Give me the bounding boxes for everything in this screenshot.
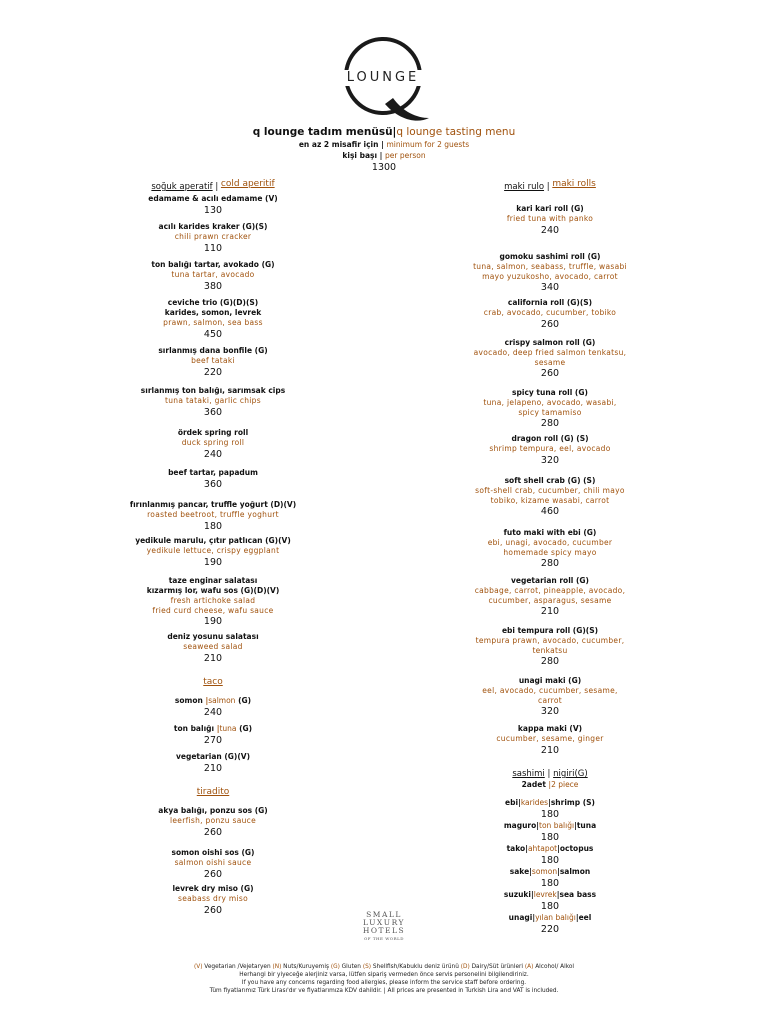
item-price: 260: [203, 826, 223, 838]
taco-heading: taco: [203, 677, 223, 687]
item-name-tr: yılan balığı: [535, 913, 576, 922]
item-description: yedikule lettuce, crispy eggplant: [146, 546, 280, 555]
sashimi-item: [430, 867, 670, 890]
item-name: vegetarian (G)(V): [175, 752, 251, 761]
item-price: 270: [203, 735, 223, 746]
item-name: sırlanmış ton balığı, sarımsak cips: [140, 386, 286, 395]
item-description: prawn, salmon, sea bass: [163, 318, 263, 327]
item-description: cucumber, asparagus, sesame: [488, 595, 612, 605]
item-description: tuna tataki, garlic chips: [165, 396, 261, 405]
cold-aperitif-item: [93, 428, 333, 461]
item-name: kappa maki (V): [517, 724, 583, 733]
item-description: seabass dry miso: [177, 894, 249, 903]
item-description: soft-shell crab, cucumber, chili mayo: [475, 486, 625, 495]
tiradito-heading: tiradito: [196, 787, 230, 797]
item-description: salmon oishi sauce: [174, 858, 252, 867]
item-price: 240: [540, 224, 560, 236]
item-name-en: salmon: [208, 696, 236, 705]
item-name: suzuki|levrek|sea bass: [503, 890, 597, 899]
item-description: crab, avocado, cucumber, tobiko: [483, 308, 617, 317]
item-name-2: kızarmış lor, wafu sos (G)(D)(V): [146, 586, 280, 595]
item-price: 110: [203, 242, 223, 254]
cold-aperitif-item: [93, 260, 333, 293]
item-name-tr: ahtapot: [527, 844, 558, 853]
title-en: q lounge tasting menu: [396, 126, 516, 138]
maki-item: [430, 626, 670, 668]
cold-aperitif-item: [93, 222, 333, 255]
item-name: somon |salmon (G): [174, 696, 252, 705]
maki-heading: maki rulo | maki rolls: [504, 179, 596, 192]
maki-item: [430, 204, 670, 237]
item-price: 180: [540, 901, 560, 912]
item-description: fried tuna with panko: [506, 214, 594, 223]
minimum-guests: en az 2 misafir için | minimum for 2 guests: [298, 140, 470, 149]
item-name: sırlanmış dana bonfile (G): [158, 346, 268, 355]
item-description: chili prawn cracker: [174, 232, 252, 241]
item-name-en: sea bass: [559, 890, 597, 899]
item-description: beef tataki: [191, 356, 235, 365]
item-price: 340: [540, 282, 560, 293]
item-name-tr: somon: [531, 867, 558, 876]
item-price: 460: [540, 506, 560, 517]
logo-text: LOUNGE: [333, 70, 433, 86]
item-name-en: eel: [578, 913, 592, 922]
item-price: 450: [203, 328, 223, 340]
item-description: tuna tartar, avocado: [171, 270, 255, 279]
item-price: 260: [540, 368, 560, 379]
item-price: 240: [203, 448, 223, 460]
item-name: fırınlanmış pancar, truffle yoğurt (D)(V): [129, 500, 297, 509]
item-description: spicy tamamiso: [518, 407, 582, 417]
item-name-en: salmon: [559, 867, 591, 876]
item-price: 360: [203, 479, 223, 490]
cold-aperitif-item: [93, 468, 333, 491]
item-name: soft shell crab (G) (S): [504, 476, 596, 485]
item-price: 360: [203, 406, 223, 418]
cold-aperitif-item: [93, 576, 333, 628]
maki-item: [430, 676, 670, 718]
item-description: homemade spicy mayo: [503, 547, 597, 557]
item-description: seaweed salad: [183, 642, 243, 651]
item-description: fresh artichoke salad: [170, 596, 256, 605]
maki-item: [430, 298, 670, 331]
item-name-en: tuna: [576, 821, 597, 830]
tiradito-item: [93, 884, 333, 917]
item-name: dragon roll (G) (S): [511, 434, 589, 443]
item-price: 240: [203, 707, 223, 718]
item-name: gomoku sashimi roll (G): [499, 252, 601, 261]
item-name: futo maki with ebi (G): [503, 528, 597, 537]
sashimi-item: [430, 890, 670, 913]
q-lounge-logo: [333, 32, 433, 124]
item-name: edamame & acılı edamame (V): [148, 194, 278, 203]
allergy-notice-en: If you have any concerns regarding food allergies, please inform the service staff before ordering.: [241, 980, 527, 986]
maki-item: [430, 388, 670, 430]
cold-aperitif-item: [93, 298, 333, 341]
item-description: ebi, unagi, avocado, cucumber: [487, 538, 613, 547]
item-description: carrot: [538, 695, 562, 705]
item-name: taze enginar salatası: [168, 576, 258, 585]
item-description: tuna, jelapeno, avocado, wasabi,: [483, 398, 617, 407]
item-price: 180: [540, 832, 560, 843]
item-description: tempura prawn, avocado, cucumber,: [475, 636, 625, 645]
item-name-en: tuna: [219, 724, 237, 733]
item-name: tako|ahtapot|octopus: [506, 844, 594, 853]
item-name: sake|somon|salmon: [509, 867, 591, 876]
item-name-tr: karides: [520, 798, 549, 807]
slh-logo: SMALL LUXURY HOTELS OF THE WORLD: [362, 910, 406, 941]
menu-header: [150, 125, 618, 174]
item-description: tenkatsu: [532, 645, 568, 655]
item-price: 220: [203, 366, 223, 378]
sashimi-item: [430, 798, 670, 821]
item-price: 280: [540, 656, 560, 667]
maki-item: [430, 528, 670, 570]
item-name: levrek dry miso (G): [172, 884, 254, 893]
maki-item: [430, 434, 670, 467]
cold-aperitif-item: [93, 536, 333, 569]
item-name: unagi|yılan balığı|eel: [508, 913, 592, 922]
maki-item: [430, 252, 670, 294]
item-name: crispy salmon roll (G): [504, 338, 596, 347]
item-description: mayo yuzukosho, avocado, carrot: [482, 271, 618, 281]
item-name-2: karides, somon, levrek: [164, 308, 262, 317]
item-price: 380: [203, 280, 223, 292]
cold-aperitif-item: [93, 346, 333, 379]
item-price: 320: [540, 454, 560, 466]
cold-aperitif-item: [93, 386, 333, 419]
item-name: beef tartar, papadum: [168, 468, 258, 477]
taco-item: [93, 752, 333, 775]
item-name: ebi tempura roll (G)(S): [501, 626, 599, 635]
item-price: 180: [540, 855, 560, 866]
item-description: tobiko, kizame wasabi, carrot: [490, 495, 610, 505]
tiradito-item: [93, 848, 333, 881]
item-description: sesame: [534, 357, 566, 367]
item-price: 130: [203, 205, 223, 216]
item-price: 210: [540, 744, 560, 756]
item-name: ton balığı tartar, avokado (G): [151, 260, 275, 269]
item-price: 280: [540, 558, 560, 569]
item-description: cucumber, sesame, ginger: [496, 734, 604, 743]
item-name-tr: levrek: [533, 890, 557, 899]
item-name: ton balığı |tuna (G): [173, 724, 253, 733]
cold-aperitif-item: [93, 500, 333, 533]
item-price: 190: [203, 556, 223, 568]
maki-item: [430, 576, 670, 618]
cold-aperitif-heading: soğuk aperatif | cold aperitif: [151, 179, 275, 192]
cold-aperitif-item: [93, 194, 333, 217]
item-name-en: shrimp (S): [550, 798, 595, 807]
item-price: 210: [203, 763, 223, 774]
item-price: 220: [540, 924, 560, 935]
sashimi-item: [430, 913, 670, 936]
item-name: ördek spring roll: [177, 428, 249, 437]
item-name: yedikule marulu, çıtır patlıcan (G)(V): [135, 536, 291, 545]
item-description: tuna, salmon, seabass, truffle, wasabi: [473, 262, 627, 271]
item-price: 180: [203, 520, 223, 532]
item-name: ceviche trio (G)(D)(S): [167, 298, 259, 307]
menu-price: 1300: [371, 162, 397, 173]
item-description: shrimp tempura, eel, avocado: [489, 444, 611, 453]
item-price: 260: [203, 904, 223, 916]
item-description: duck spring roll: [181, 438, 245, 447]
item-name-tr: ton balığı: [539, 821, 575, 830]
item-price: 260: [540, 318, 560, 330]
menu-title: q lounge tadım menüsü|q lounge tasting menu: [252, 126, 516, 138]
item-description: eel, avocado, cucumber, sesame,: [482, 686, 618, 695]
sashimi-item: [430, 821, 670, 844]
price-notice: Tüm fiyatlarımız Türk Lirası'dır ve fiyatlarımıza KDV dahildir. | All prices are presented in Turkish Lira and VAT is included.: [209, 988, 559, 994]
sashimi-heading: sashimi | nigiri(G) 2adet |2 piece: [512, 769, 588, 789]
item-price: 280: [540, 418, 560, 429]
taco-item: [93, 696, 333, 719]
item-price: 320: [540, 706, 560, 717]
item-description: cabbage, carrot, pineapple, avocado,: [474, 586, 626, 595]
item-price: 190: [203, 616, 223, 627]
item-price: 260: [203, 868, 223, 880]
item-price: 210: [540, 606, 560, 617]
item-description: avocado, deep fried salmon tenkatsu,: [473, 348, 627, 357]
item-name: acılı karides kraker (G)(S): [158, 222, 268, 231]
maki-item: [430, 724, 670, 757]
item-name: kari kari roll (G): [516, 204, 584, 213]
item-name: spicy tuna roll (G): [512, 388, 588, 397]
item-name: california roll (G)(S): [507, 298, 593, 307]
item-name: ebi|karides|shrimp (S): [505, 798, 595, 807]
item-description: leerfish, ponzu sauce: [169, 816, 257, 825]
taco-item: [93, 724, 333, 747]
title-tr: q lounge tadım menüsü: [252, 126, 393, 138]
tiradito-item: [93, 806, 333, 839]
item-description: roasted beetroot, truffle yoghurt: [147, 510, 279, 519]
maki-item: [430, 338, 670, 380]
item-name: vegetarian roll (G): [511, 576, 589, 585]
item-name: unagi maki (G): [518, 676, 582, 685]
cold-aperitif-item: [93, 632, 333, 665]
item-name: somon oishi sos (G): [171, 848, 255, 857]
item-name: deniz yosunu salatası: [167, 632, 259, 641]
item-name-en: octopus: [559, 844, 594, 853]
item-price: 180: [540, 878, 560, 889]
sashimi-item: [430, 844, 670, 867]
allergen-footer: [84, 963, 684, 995]
maki-item: [430, 476, 670, 518]
allergy-notice-tr: Herhangi bir yiyeceğe alerjiniz varsa, lütfen sipariş vermeden önce servis personelini bilgilendiriniz.: [239, 972, 529, 978]
allergen-legend: (V) Vegetarian /Vejetaryen (N) Nuts/Kuruyemiş (G) Gluten (S) Shellfish/Kabuklu deniz ürünü (D) Dairy/Süt ürünleri (A) Alcohol/ Alkol: [193, 964, 575, 970]
item-description: fried curd cheese, wafu sauce: [152, 605, 274, 615]
per-person: kişi başı | per person: [342, 151, 426, 160]
item-name: maguro|ton balığı|tuna: [503, 821, 597, 830]
item-price: 180: [540, 809, 560, 820]
item-name: akya balığı, ponzu sos (G): [158, 806, 268, 815]
item-price: 210: [203, 652, 223, 664]
